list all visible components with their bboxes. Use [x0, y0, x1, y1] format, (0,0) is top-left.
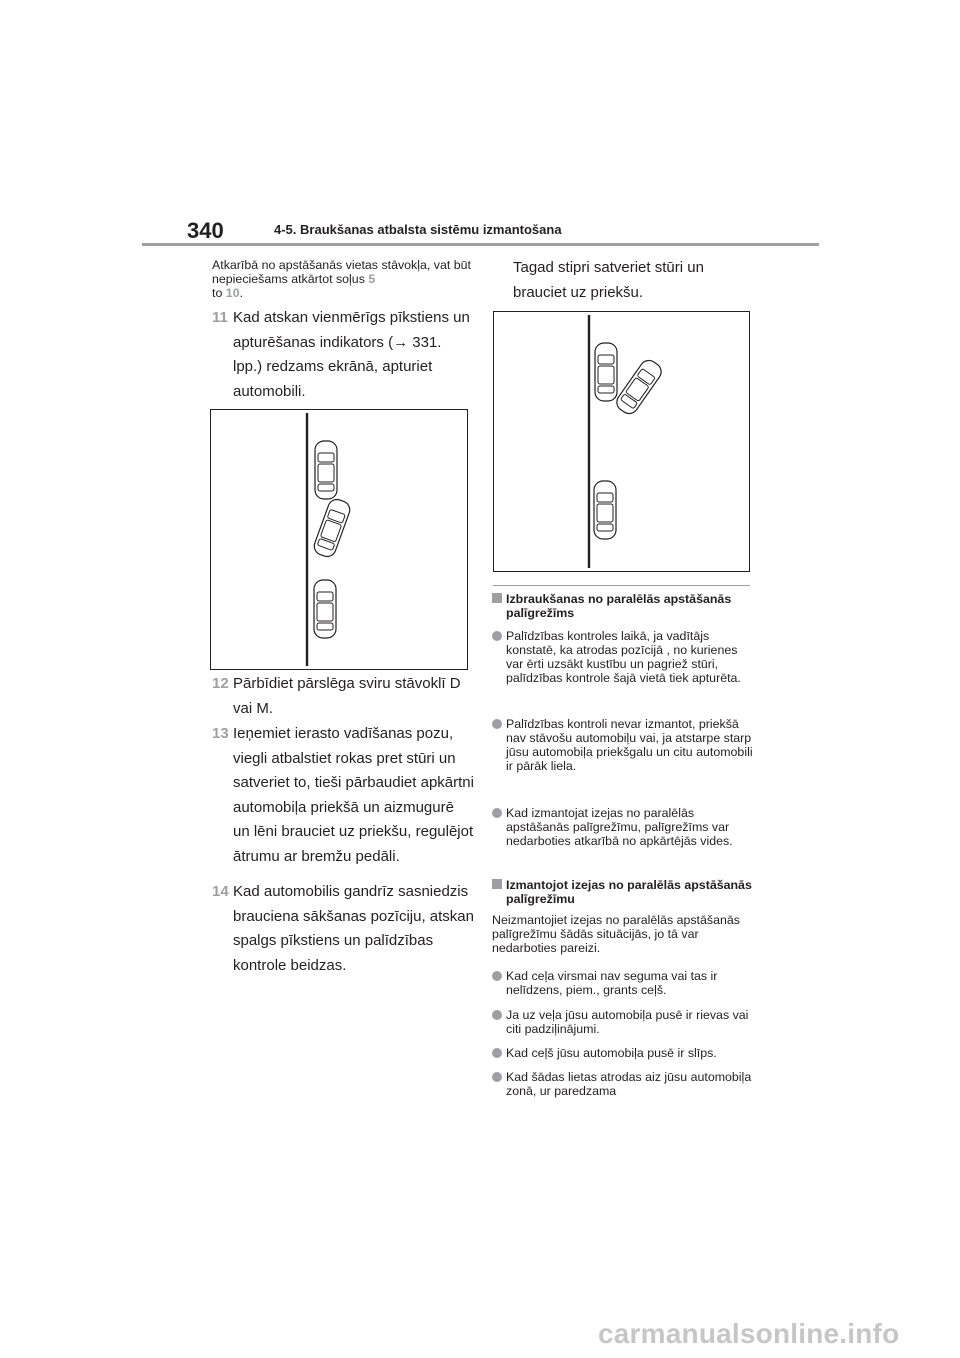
note-step-a: 5: [368, 272, 376, 286]
step-text: Ieņemiet ierasto vadīšanas pozu, viegli atbalstiet rokas pret stūri un satveriet to, tieši pārbaudiet apkārtni automobiļa priekšā un aizmugurē un lēni brauciet uz priekšu, regulējot ātrumu ar bremžu pedāli.: [233, 725, 474, 865]
page-number: 340: [187, 218, 224, 243]
section2-bullet: [492, 1008, 756, 1036]
bullet-text: Kad ceļa virsmai nav seguma vai tas ir nelīdzens, piem., grants ceļš.: [506, 969, 718, 997]
bullet-icon: [492, 971, 502, 981]
car-rear-parked: [594, 481, 616, 539]
square-bullet-icon: [492, 879, 502, 889]
section-title: 4-5. Braukšanas atbalsta sistēmu izmantošana: [274, 222, 562, 237]
step-12: [212, 672, 474, 721]
step-text: Kad automobilis gandrīz sasniedzis brauciena sākšanas pozīciju, atskan spalgs pīkstiens un palīdzības kontrole beidzas.: [233, 883, 474, 974]
car-own-angled: [312, 497, 353, 559]
section2-bullet: [492, 969, 756, 997]
step-text: Kad atskan vienmērīgs pīkstiens un apturēšanas indikators (→ 331. lpp.) redzams ekrānā, apturiet automobili.: [233, 309, 470, 400]
step-number: 13: [212, 725, 229, 742]
bullet-icon: [492, 1010, 502, 1020]
note-to: to: [212, 286, 223, 300]
step-number: 14: [212, 883, 229, 900]
bullet-text: Ja uz veļa jūsu automobiļa pusē ir rievas vai citi padziļinājumi.: [506, 1008, 749, 1036]
section2-bullet: [492, 1046, 756, 1060]
figure-pull-out: [493, 311, 750, 572]
car-own-pulling-out: [613, 357, 664, 417]
heading-text: Izmantojot izejas no paralēlās apstāšanās palīgrežīmu: [506, 878, 752, 906]
section-separator: [493, 585, 750, 586]
bullet-icon: [492, 719, 502, 729]
step-11: [212, 306, 474, 404]
bullet-icon: [492, 808, 502, 818]
car-rear-parked: [314, 580, 336, 638]
step-13: [212, 722, 474, 869]
car-front-parked: [595, 343, 617, 401]
repeat-note: [212, 258, 474, 300]
bullet-text: Palīdzības kontroles laikā, ja vadītājs konstatē, ka atrodas pozīcijā , no kurienes var ērti uzsākt kustību un pagriež stūri, palīdzības kontrole šajā vietā tiek apturēta.: [506, 629, 741, 685]
bullet-icon: [492, 631, 502, 641]
note-end: .: [239, 286, 244, 300]
section2-heading: [492, 878, 752, 906]
step-number: 12: [212, 675, 229, 692]
watermark: carmanualsonline.info: [598, 1318, 900, 1349]
header-rule: [142, 243, 819, 246]
step-number: 11: [212, 309, 228, 326]
section1-heading: [492, 592, 752, 620]
section1-bullet: [492, 629, 756, 685]
continuation-text: Tagad stipri satveriet stūri un brauciet uz priekšu.: [513, 259, 704, 301]
section2-intro: Neizmantojiet izejas no paralēlās apstāšanās palīgrežīmu šādās situācijās, jo tā var nedarboties pareizi.: [492, 913, 740, 955]
bullet-text: Kad izmantojat izejas no paralēlās apstāšanās palīgrežīmu, palīgrežīms var nedarboties atkarībā no apkārtējās vides.: [506, 806, 733, 848]
section2-bullet: [492, 1070, 756, 1098]
step-text: Pārbīdiet pārslēga sviru stāvoklī D vai M.: [233, 675, 461, 717]
bullet-text: Kad šādas lietas atrodas aiz jūsu automobiļa zonā, ur paredzama: [506, 1070, 752, 1098]
bullet-icon: [492, 1072, 502, 1082]
heading-text: Izbraukšanas no paralēlās apstāšanās palīgrežīms: [506, 592, 732, 620]
section1-bullet: [492, 717, 756, 773]
figure-stop-position: [210, 409, 468, 670]
note-text: Atkarībā no apstāšanās vietas stāvokļa, vat būt nepieciešams atkārtot soļus: [212, 258, 471, 286]
bullet-text: Kad ceļš jūsu automobiļa pusē ir slīps.: [506, 1046, 717, 1060]
car-front-parked: [315, 441, 337, 499]
step-14: [212, 880, 474, 978]
bullet-icon: [492, 1048, 502, 1058]
note-step-b: 10: [225, 286, 240, 300]
bullet-text: Palīdzības kontroli nevar izmantot, priekšā nav stāvošu automobiļu vai, ja atstarpe starp jūsu automobiļa priekšgalu un citu automobili ir pārāk liela.: [506, 717, 753, 773]
section1-bullet: [492, 806, 756, 848]
square-bullet-icon: [492, 593, 502, 603]
